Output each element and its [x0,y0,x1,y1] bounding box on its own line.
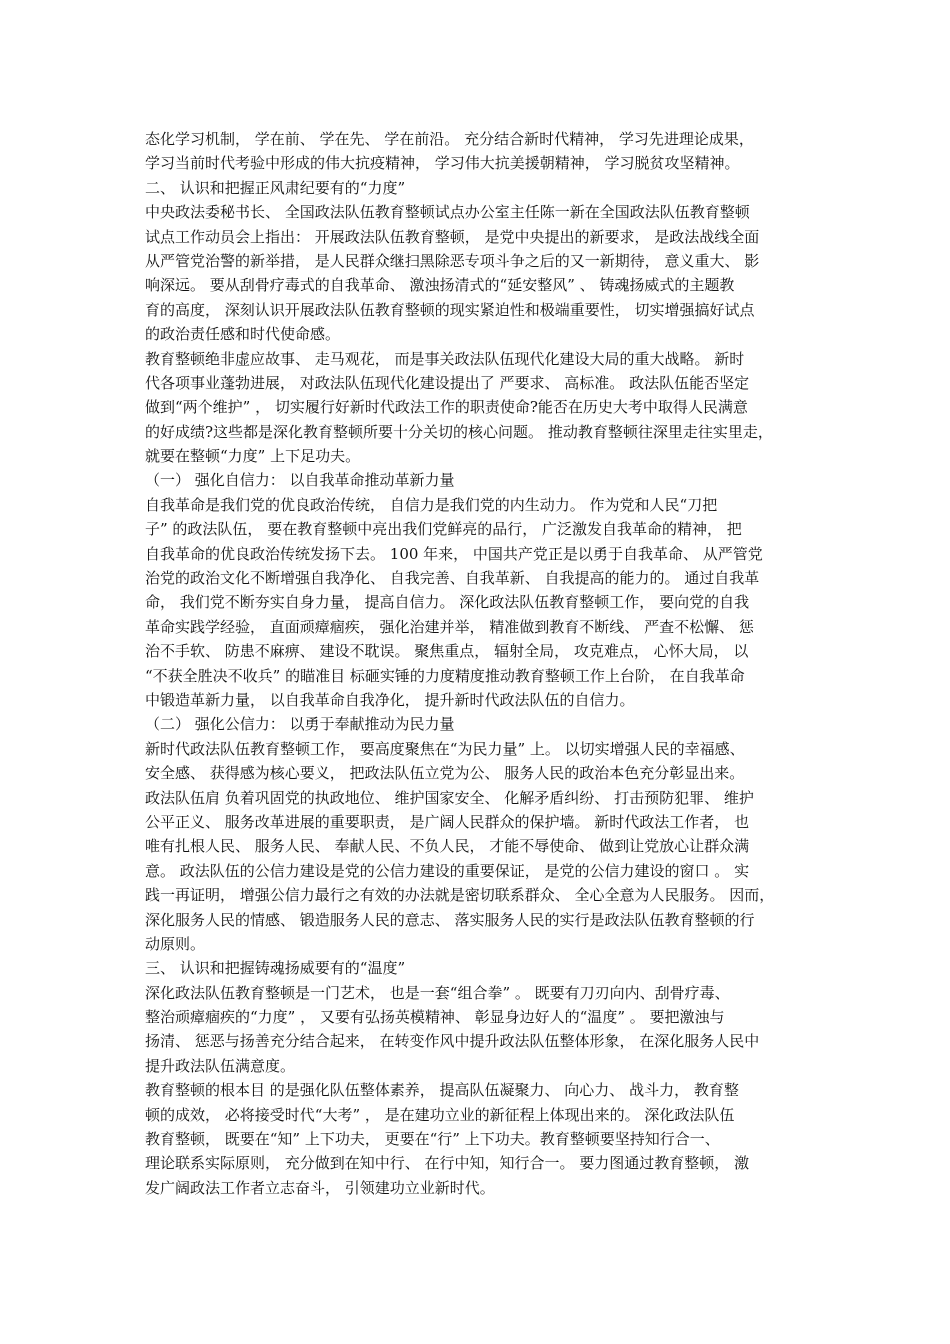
text-line: 命， 我们党不断夯实自身力量， 提高自信力。 深化政法队伍教育整顿工作， 要向党的自我 [145,593,750,612]
text-line: 教育整顿， 既要在“知” 上下功夫， 更要在“行” 上下功夫。教育整顿要坚持知行合一、 [145,1130,720,1149]
text-line: 子” 的政法队伍， 要在教育整顿中亮出我们党鲜亮的品行， 广泛激发自我革命的精神， 把 [145,520,742,539]
text-line: 整治顽瘴痼疾的“力度” ， 又要有弘扬英模精神、 彰显身边好人的“温度” 。 要把激浊与 [145,1008,725,1027]
text-line: 响深远。 要从刮骨疗毒式的自我革命、 激浊扬清式的“延安整风” 、 铸魂扬威式的主题教 [145,276,735,295]
text-line: 自我革命的优良政治传统发扬下去。 100 年来， 中国共产党正是以勇于自我革命、 从严管党 [145,544,763,563]
text-line: 试点工作动员会上指出： 开展政法队伍教育整顿， 是党中央提出的新要求， 是政法战线全面 [145,227,760,246]
text-line: 新时代政法队伍教育整顿工作， 要高度聚焦在“为民力量” 上。 以切实增强人民的幸福感、 [145,739,745,758]
text-line: 的政治责任感和时代使命感。 [145,325,341,344]
text-line: 革命实践学经验， 直面顽瘴痼疾， 强化治建并举， 精准做到教育不断线、 严查不松懈、 惩 [145,617,754,636]
text-line: 态化学习机制， 学在前、 学在先、 学在前沿。 充分结合新时代精神， 学习先进理论成果， [145,130,754,148]
text-line: 践一再证明， 增强公信力最行之有效的办法就是密切联系群众、 全心全意为人民服务。 因而， [145,886,775,905]
text-line: 顿的成效， 必将接受时代“大考” ， 是在建功立业的新征程上体现出来的。 深化政法队伍 [145,1105,735,1124]
text-line: 安全感、 获得感为核心要义， 把政法队伍立党为公、 服务人民的政治本色充分彰显出来。 [145,764,745,783]
text-line: 做到“两个维护” ， 切实履行好新时代政法工作的职责使命?能否在历史大考中取得人民满意 [145,398,748,417]
text-line: 的好成绩?这些都是深化教育整顿所要十分关切的核心问题。 推动教育整顿往深里走往实里走， [145,422,773,441]
text-line: “不获全胜决不收兵” 的瞄准目 标砸实锤的力度精度推动教育整顿工作上台阶， 在自我革命 [145,666,745,685]
text-line: （二） 强化公信力： 以勇于奉献推动为民力量 [145,715,455,734]
text-line: 就要在整顿“力度” 上下足功夫。 [145,447,361,466]
text-line: 学习当前时代考验中形成的伟大抗疫精神， 学习伟大抗美援朝精神， 学习脱贫攻坚精神。 [145,154,740,173]
text-line: 教育整顿绝非虚应故事、 走马观花， 而是事关政法队伍现代化建设大局的重大战略。 新时 [145,349,745,368]
text-line: 深化政法队伍教育整顿是一门艺术， 也是一套“组合拳” 。 既要有刀刃向内、刮骨疗毒、 [145,983,730,1002]
text-line: 治不手软、 防患不麻痹、 建设不耽误。 聚焦重点， 辐射全局， 攻克难点， 心怀大局， 以 [145,642,749,661]
text-line: 理论联系实际原则， 充分做到在知中行、 在行中知，知行合一。 要力图通过教育整顿， 激 [145,1154,750,1173]
text-line: （一） 强化自信力： 以自我革命推动革新力量 [145,471,455,490]
text-line: 意。 政法队伍的公信力建设是党的公信力建设的重要保证， 是党的公信力建设的窗口 。 实 [145,861,750,880]
text-line: 提升政法队伍满意度。 [145,1056,296,1075]
text-line: 从严管党治警的新举措， 是人民群众继扫黑除恶专项斗争之后的又一新期待， 意义重大、 影 [145,251,760,270]
text-line: 自我革命是我们党的优良政治传统， 自信力是我们党的内生动力。 作为党和人民“刀把 [145,495,718,514]
text-line: 育的高度， 深刻认识开展政法队伍教育整顿的现实紧迫性和极端重要性， 切实增强搞好试点 [145,300,755,319]
text-line: 二、 认识和把握正风肃纪要有的“力度” [145,178,406,197]
text-line: 扬清、 惩恶与扬善充分结合起来， 在转变作风中提升政法队伍整体形象， 在深化服务人民中 [145,1032,760,1051]
text-line: 中央政法委秘书长、 全国政法队伍教育整顿试点办公室主任陈一新在全国政法队伍教育整顿 [145,203,750,222]
text-line: 治党的政治文化不断增强自我净化、 自我完善、自我革新、 自我提高的能力的。 通过自我革 [145,569,760,588]
document-page [145,127,813,1200]
text-line: 代各项事业蓬勃进展， 对政法队伍现代化建设提出了 严要求、 高标准。 政法队伍能否坚定 [145,373,750,392]
text-line: 政法队伍肩 负着巩固党的执政地位、 维护国家安全、 化解矛盾纠纷、 打击预防犯罪、 维护 [145,788,754,807]
text-line: 动原则。 [145,934,206,953]
text-line: 发广阔政法工作者立志奋斗， 引领建功立业新时代。 [145,1178,495,1197]
text-line: 教育整顿的根本目 的是强化队伍整体素养， 提高队伍凝聚力、 向心力、 战斗力， 教育整 [145,1081,739,1100]
text-line: 唯有扎根人民、 服务人民、 奉献人民、不负人民， 才能不辱使命、 做到让党放心让群众满 [145,837,750,856]
text-line: 三、 认识和把握铸魂扬威要有的“温度” [145,959,406,978]
text-line: 公平正义、 服务改革进展的重要职责， 是广阔人民群众的保护墙。 新时代政法工作者， 也 [145,812,750,831]
text-line: 中锻造革新力量， 以自我革命自我净化， 提升新时代政法队伍的自信力。 [145,690,635,709]
text-line: 深化服务人民的情感、 锻造服务人民的意志、 落实服务人民的实行是政法队伍教育整顿的行 [145,910,755,929]
